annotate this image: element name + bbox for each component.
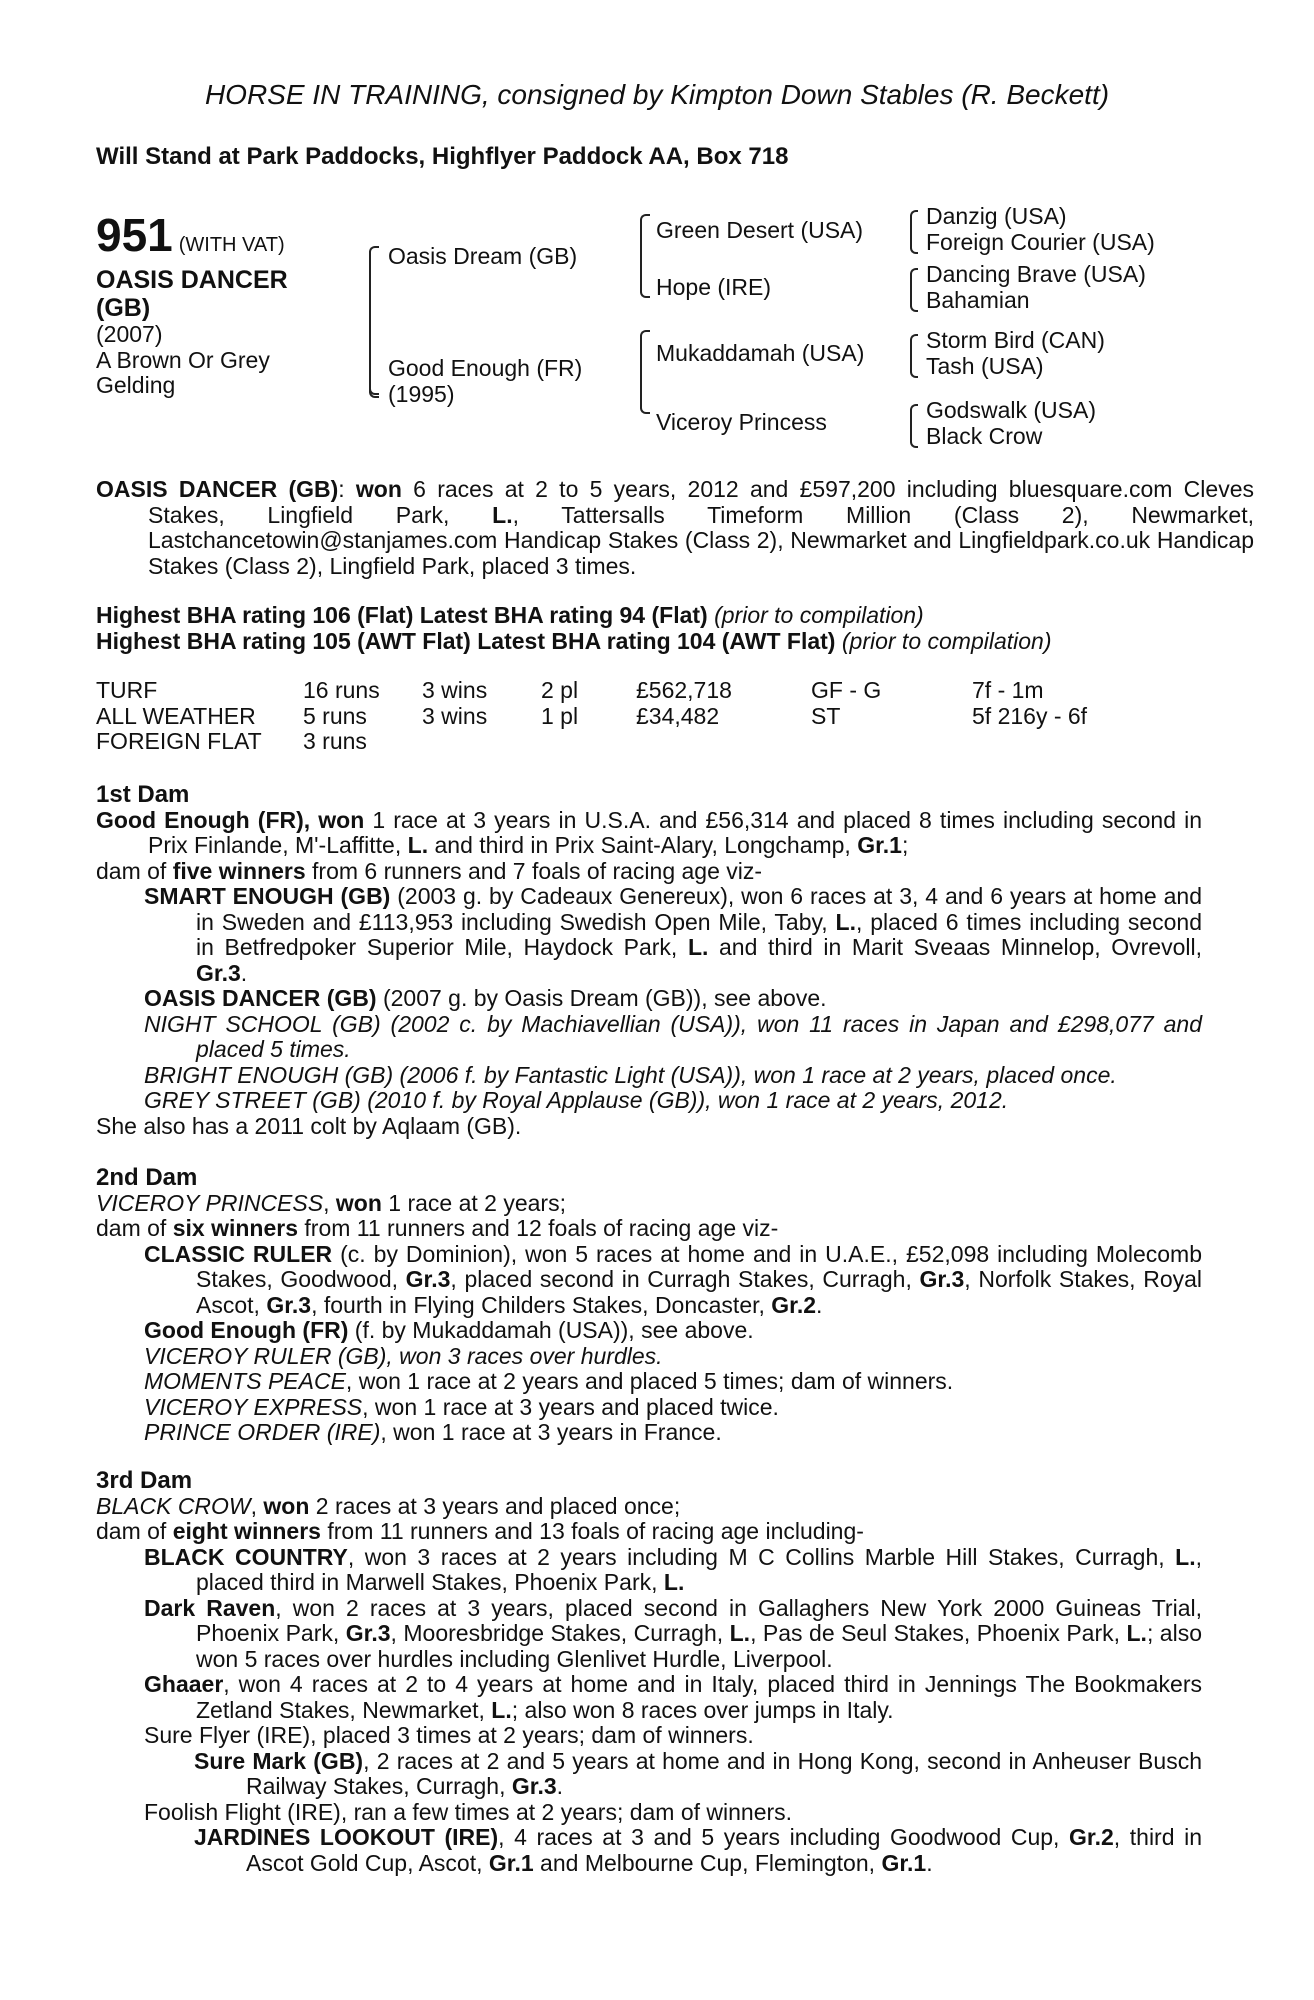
group-mark: Gr.1 [857,832,902,858]
pedigree-dss: Storm Bird (CAN) [926,327,1105,353]
produce-text: and third in Marit Sveaas Minnelop, Ovrevoll, [708,934,1202,960]
first-dam-section [96,782,1202,1139]
group-mark: Gr.3 [345,1620,391,1646]
first-dam-name: Good Enough (FR) [96,806,304,833]
lot-block [96,210,288,399]
stats-cell: £34,482 [636,702,720,729]
produce-name: PRINCE ORDER (IRE) [144,1419,381,1445]
third-dam-record: BLACK CROW, won 2 races at 3 years and placed once; [96,1492,681,1519]
dam-of-label: dam of [96,857,173,884]
produce-entry [96,1596,1202,1673]
stats-cell: £562,718 [636,677,732,703]
pedigree-sire-sire: Green Desert (USA) [656,217,864,243]
produce-text: ; also won 8 races over jumps in Italy. [511,1696,894,1723]
third-dam-heading: 3rd Dam [96,1467,193,1494]
produce-text: , won 1 race at 2 years and placed 5 times; dam of winners. [345,1368,954,1394]
summary-horse-name: OASIS DANCER (GB) [96,476,339,502]
produce-entry [96,1318,1202,1344]
produce-name: Sure Mark (GB) [194,1747,364,1774]
produce-entry: BRIGHT ENOUGH (GB) (2006 f. by Fantastic Light (USA)), won 1 race at 2 years, placed once. [144,1061,1117,1088]
produce-text: from 11 runners and 13 foals of racing age including- [320,1518,864,1544]
produce-entry: Sure Flyer (IRE), placed 3 times at 2 years; dam of winners. [144,1722,754,1748]
group-mark: Gr.2 [1069,1824,1114,1850]
produce-entry [96,1395,1202,1421]
second-dam-won: won [335,1189,382,1216]
pedigree-sds: Dancing Brave (USA) [926,261,1146,287]
listed-mark: L. [407,832,429,858]
lot-vat: (WITH VAT) [178,234,285,256]
produce-name: OASIS DANCER (GB) [144,985,377,1011]
stats-cell: 1 pl [541,702,579,729]
lot-desc-line1: A Brown Or Grey [96,346,270,373]
group-mark: Gr.1 [488,1849,534,1876]
stats-cell: ALL WEATHER [96,702,256,729]
produce-text: . [556,1773,564,1799]
pedigree-dam-year: (1995) [388,381,455,407]
produce-text: . [240,959,248,986]
produce-text: (2003 g. by Cadeaux Genereux), won 6 races at 3, 4 and 6 years at home and in Sweden and £113,953 including Swedish Open Mile, Taby, [196,883,1202,935]
lot-name-line1: OASIS DANCER [96,266,288,294]
summary-won: won [355,476,402,502]
stand-location: Will Stand at Park Paddocks, Highflyer Paddock AA, Box 718 [96,143,789,170]
produce-entry [96,986,1202,1012]
second-dam-text: 1 race at 2 years; [381,1189,566,1216]
produce-text: , placed third in Marwell Stakes, Phoenix Park, [196,1543,1202,1595]
produce-entry: NIGHT SCHOOL (GB) (2002 c. by Machiavellian (USA)), won 11 races in Japan and £298,077 and placed 5 times. [144,1010,1202,1062]
produce-entry [96,1825,1202,1876]
pedigree-bracket-ss [910,210,918,254]
group-mark: Gr.1 [881,1849,927,1876]
produce-text: (f. by Mukaddamah (USA)), see above. [348,1317,754,1343]
rating-line1: Highest BHA rating 106 (Flat) Latest BHA rating 94 (Flat) [96,602,708,628]
third-dam-won: won [263,1492,310,1519]
produce-text: , placed 6 times including second in Betfredpoker Superior Mile, Haydock Park, [196,908,1202,960]
produce-text: , 4 races at 3 and 5 years including Goodwood Cup, [498,1824,1070,1850]
produce-entry [96,1369,1202,1395]
listed-mark: L. [663,1569,685,1595]
listed-mark: L. [835,908,856,935]
second-dam-heading: 2nd Dam [96,1164,198,1191]
produce-text: from 11 runners and 12 foals of racing age viz- [298,1215,779,1241]
group-mark: Gr.2 [771,1291,817,1318]
pedigree-bracket-sire-parents [640,214,650,298]
produce-text: , Norfolk Stakes, Royal Ascot, [196,1266,1203,1318]
produce-entry: VICEROY RULER (GB), won 3 races over hurdles. [144,1342,663,1369]
race-summary [96,477,1254,579]
produce-text: , won 1 race at 3 years in France. [380,1419,722,1445]
produce-entry: GREY STREET (GB) (2010 f. by Royal Applause (GB)), won 1 race at 2 years, 2012. [144,1087,1009,1113]
listed-mark: L. [687,934,709,960]
pedigree-dam-sire: Mukaddamah (USA) [656,340,865,366]
produce-entry [96,1242,1202,1319]
summary-listed: L. [492,501,513,528]
produce-text: ; also won 5 races over hurdles including Glenlivet Hurdle, Liverpool. [196,1620,1202,1672]
dam-of-label: dam of [96,1215,173,1241]
first-dam-text: and third in Prix Saint-Alary, Longchamp, [428,832,858,858]
pedigree-dsd: Tash (USA) [926,353,1044,379]
produce-entry [96,1672,1202,1723]
listed-mark: L. [1175,1543,1196,1570]
produce-entry [96,1545,1202,1596]
listed-mark: L. [1126,1620,1147,1646]
pedigree-ssd: Foreign Courier (USA) [926,229,1155,255]
produce-text: (2007 g. by Oasis Dream (GB)), see above. [376,985,827,1011]
produce-entry [96,884,1202,986]
stats-cell: 16 runs [303,677,380,703]
listed-mark: L. [491,1696,512,1723]
pedigree-dam: Good Enough (FR) [388,355,583,381]
produce-text: , third in Ascot Gold Cup, Ascot, [246,1824,1202,1876]
produce-text: from 6 runners and 7 foals of racing age viz- [305,857,763,884]
third-dam-text: 2 races at 3 years and placed once; [309,1492,681,1519]
produce-text: , Mooresbridge Stakes, Curragh, [390,1620,730,1646]
second-dam-record: VICEROY PRINCESS, won 1 race at 2 years; [96,1189,566,1216]
pedigree-bracket-lower [369,318,379,395]
produce-entry [96,1420,1202,1446]
rating-line1-note: (prior to compilation) [707,602,924,628]
lot-name-line2: (GB) [96,294,151,322]
pedigree-bracket-ds [910,334,918,378]
stats-cell: ST [811,702,841,729]
pedigree-ddd: Black Crow [926,423,1043,449]
pedigree-bracket-sd [910,268,918,312]
lot-number: 951 [96,209,173,261]
produce-text: , fourth in Flying Childers Stakes, Doncaster, [311,1291,772,1318]
lot-year: (2007) [96,321,163,347]
second-dam-produce-intro [96,1216,1202,1242]
produce-text: , won 2 races at 3 years, placed second in Gallaghers New York 2000 Guineas Trial, Phoenix Park, [196,1594,1202,1646]
summary-text-2: , Tattersalls Timeform Million (Class 2), Newmarket, Lastchancetowin@stanjames.com Handicap Stakes (Class 2), Newmarket and Lingfieldpark.co.uk Handicap Stakes (Class 2), Lingfield Park, placed 3 times. [148,501,1255,579]
produce-text: (c. by Dominion), won 5 races at home and in U.A.E., £52,098 including Molecomb Stakes, Goodwood, [196,1240,1202,1292]
stats-cell: 5f 216y - 6f [972,702,1088,729]
dam-of-label: dam of [96,1518,173,1544]
rating-line2: Highest BHA rating 105 (AWT Flat) Latest BHA rating 104 (AWT Flat) [96,627,836,654]
produce-text: , 2 races at 2 and 5 years at home and in Hong Kong, second in Anheuser Busch Railway Stakes, Curragh, [246,1747,1202,1799]
summary-colon: : [338,476,345,502]
pedigree-bracket-dam-parents [640,330,650,414]
stats-cell: 7f - 1m [972,677,1044,703]
group-mark: Gr.3 [919,1266,965,1292]
first-dam-won: , won [303,806,365,833]
produce-text: . [816,1291,823,1318]
pedigree-sdd: Bahamian [926,287,1030,313]
group-mark: Gr.3 [266,1291,312,1318]
produce-name: JARDINES LOOKOUT (IRE) [194,1824,499,1850]
winners-count: eight winners [172,1518,321,1544]
pedigree-dam-dam: Viceroy Princess [656,409,827,435]
page-header: HORSE IN TRAINING, consigned by Kimpton Down Stables (R. Beckett) [204,79,1110,110]
pedigree-sire: Oasis Dream (GB) [388,243,578,269]
produce-text: , placed second in Curragh Stakes, Curragh, [450,1266,920,1292]
winners-count: five winners [172,857,306,884]
winners-count: six winners [172,1215,298,1241]
stats-cell: 3 wins [422,702,488,729]
first-dam-text: ; [901,832,909,858]
second-dam-name: VICEROY PRINCESS [96,1189,324,1216]
produce-name: SMART ENOUGH (GB) [144,883,391,909]
group-mark: Gr.3 [405,1266,451,1292]
produce-text: , won 3 races at 2 years including M C Collins Marble Hill Stakes, Curragh, [347,1543,1176,1570]
pedigree-dds: Godswalk (USA) [926,397,1096,423]
first-dam-record [96,808,1202,859]
group-mark: Gr.3 [196,959,241,986]
produce-name: Good Enough (FR) [144,1317,349,1343]
stats-cell: FOREIGN FLAT [96,728,262,754]
produce-name: CLASSIC RULER [144,1240,333,1267]
pedigree-sss: Danzig (USA) [926,203,1067,229]
produce-entry: Foolish Flight (IRE), ran a few times at 2 years; dam of winners. [144,1798,793,1825]
stats-cell: GF - G [811,677,882,703]
produce-name: Dark Raven [144,1594,276,1621]
produce-name: Ghaaer [144,1671,224,1697]
produce-text: and Melbourne Cup, Flemington, [533,1849,882,1876]
produce-text: , won 1 race at 3 years and placed twice. [362,1393,779,1420]
pedigree-bracket-dd [910,404,918,448]
third-dam-section [96,1468,1202,1876]
produce-text: , won 4 races at 2 to 4 years at home and in Italy, placed third in Jennings The Bookmakers Zetland Stakes, Newmarket, [196,1671,1202,1723]
stats-cell: 3 wins [422,677,488,703]
produce-entry [96,1749,1202,1800]
second-dam-section [96,1165,1202,1446]
stats-cell: 5 runs [303,702,367,729]
first-dam-produce-intro [96,859,1202,885]
produce-name: BLACK COUNTRY [144,1543,348,1570]
lot-desc-line2: Gelding [96,372,176,398]
produce-text: , Pas de Seul Stakes, Phoenix Park, [750,1620,1127,1646]
stats-cell: 2 pl [541,677,579,703]
third-dam-name: BLACK CROW [96,1492,251,1519]
produce-note: She also has a 2011 colt by Aqlaam (GB). [96,1112,522,1139]
produce-name: MOMENTS PEACE [144,1368,346,1394]
third-dam-produce-intro [96,1519,1202,1545]
stats-cell: 3 runs [303,728,367,754]
first-dam-text: 1 race at 3 years in U.S.A. and £56,314 and placed 8 times including second in Prix Finlande, M'-Laffitte, [148,806,1202,858]
produce-text: . [926,1849,933,1876]
listed-mark: L. [729,1620,751,1646]
group-mark: Gr.3 [511,1773,557,1799]
pedigree-sire-dam: Hope (IRE) [656,274,772,300]
stats-cell: TURF [96,677,158,703]
rating-line2-note: (prior to compilation) [835,627,1052,654]
produce-name: VICEROY EXPRESS [144,1393,363,1420]
ratings-block [96,603,1202,654]
first-dam-heading: 1st Dam [96,781,190,808]
summary-text: 6 races at 2 to 5 years, 2012 and £597,200 including bluesquare.com Cleves Stakes, Lingfield Park, [148,476,1254,528]
